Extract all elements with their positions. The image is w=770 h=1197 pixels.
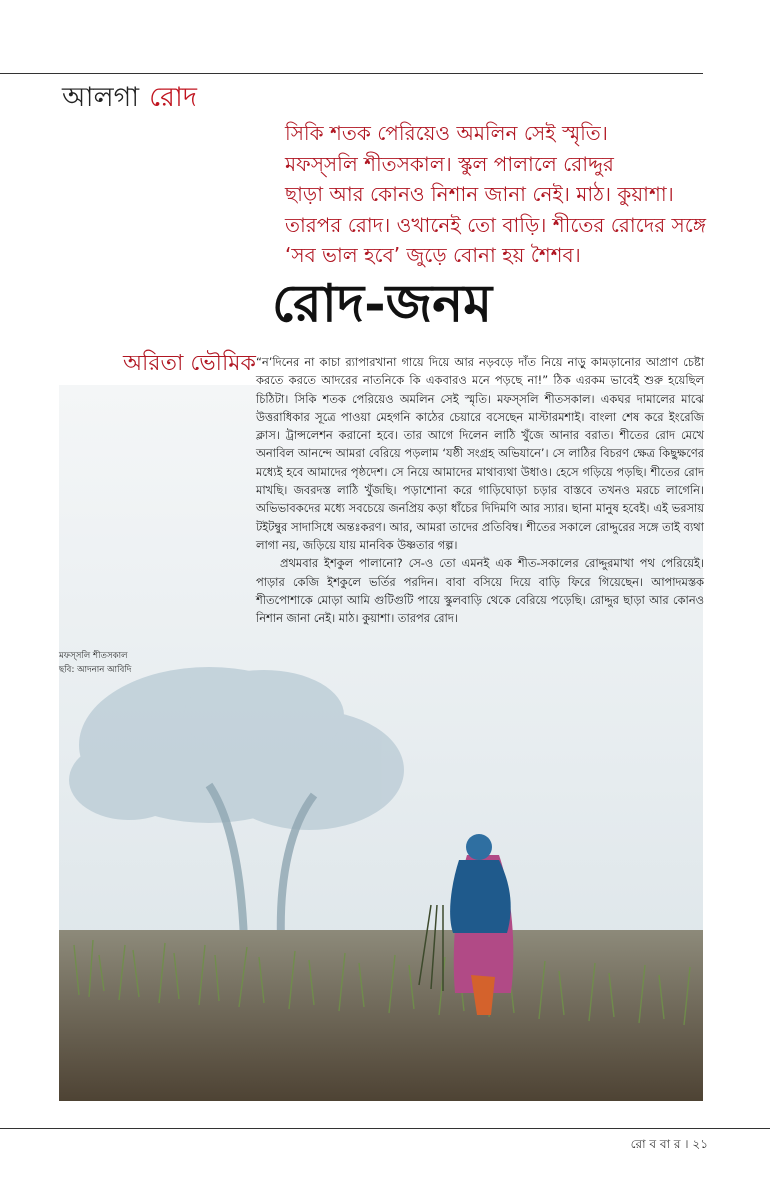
article-body <box>256 353 704 627</box>
byline: অরিতা ভৌমিক <box>123 351 256 376</box>
body-paragraph: প্রথমবার ইশকুল পালানো? সে-ও তো এমনই এক শীত-সকালের রোদ্দুরমাখা পথ পেরিয়েই। পাড়ার কেজি ইশকুলে ভর্তির পরদিন। বাবা বসিয়ে দিয়ে বাড়ি ফিরে গিয়েছেন। আপাদমস্তক শীতপোশাকে মোড়া আমি গুটিগুটি পায়ে স্কুলবাড়ি থেকে বেরিয়ে পড়েছি। রোদ্দুর ছাড়া আর কোনও নিশান জানা নেই। মাঠ। কুয়াশা। তারপর রোদ। <box>256 556 704 626</box>
body-paragraph: “ন’দিনের না কাচা র‍্যাপারখানা গায়ে দিয়ে আর নড়বড়ে দাঁত নিয়ে নাড়ু কামড়ানোর আপ্রাণ চেষ্টা করতে করতে আদরের নাতনিকে কি একবারও মনে পড়ছে না!” ঠিক এরকম ভাবেই শুরু হয়েছিল চিঠিটা। সিকি শতক পেরিয়েও অমলিন সেই স্মৃতি। মফস্সলি শীতসকাল। একঘর দামালের মাঝে উত্তরাধিকার সূত্রে পাওয়া মেহগনি কাঠের চেয়ারে বসেছেন মাস্টারমশাই। বাংলা শেষ করে ইংরেজি ক্লাস। ট্রান্সলেশন করানো হবে। তার আগে দিলেন লাঠি খুঁজে আনার বরাত। শীতের রোদ মেখে অনাবিল আনন্দে আমরা বেরিয়ে পড়লাম ‘যষ্ঠী সংগ্রহ অভিযানে’। সে লাঠির বিচরণ ক্ষেত্র কিছুক্ষণের মধ্যেই হবে আমাদের পৃষ্ঠদেশ। সে নিয়ে আমাদের মাথাব্যথা উধাও। হেসে গড়িয়ে পড়ছি। শীতের রোদ মাখছি। জবরদস্ত লাঠি খুঁজছি। পড়াশোনা করে গাড়িঘোড়া চড়ার বাস্তবে তখনও মরচে লাগেনি। অভিভাবকদের মধ্যে সবচেয়ে জনপ্রিয় কড়া ধাঁচের দিদিমণি আর স্যার। ছানা মানুষ হবেই। এই ভরসায় টইটম্বুর সাদাসিধে অন্তঃকরণ। আর, আমরা তাদের প্রতিবিম্ব। শীতের সকালে রোদ্দুরের সঙ্গে তাই ব্যথা লাগা নয়, জড়িয়ে যায় মানবিক উষ্ণতার গল্প। <box>256 355 704 552</box>
deck-line: মফস্সলি শীতসকাল। স্কুল পালালে রোদ্দুর <box>285 151 614 176</box>
deck-line: তারপর রোদ। ওখানেই তো বাড়ি। শীতের রোদের সঙ্গে <box>285 212 707 237</box>
top-rule <box>0 73 703 74</box>
photo-caption <box>59 650 131 677</box>
caption-credit: ছবি: আদনান আবিদি <box>59 664 132 675</box>
page-folio: রো ব বা র । ২১ <box>630 1137 708 1151</box>
section-label-part1: আলগা <box>62 82 140 113</box>
deck-line: ‘সব ভাল হবে’ জুড়ে বোনা হয় শৈশব। <box>285 243 581 267</box>
section-label <box>62 80 197 116</box>
deck-line: সিকি শতক পেরিয়েও অমলিন সেই স্মৃতি। <box>285 121 608 145</box>
deck <box>285 118 705 271</box>
caption-title: মফস্সলি শীতসকাল <box>59 651 128 661</box>
deck-line: ছাড়া আর কোনও নিশান জানা নেই। মাঠ। কুয়াশা। <box>285 182 674 206</box>
section-label-part2: রোদ <box>149 82 197 113</box>
headline: রোদ-জনম <box>272 273 493 334</box>
bottom-rule <box>0 1128 770 1129</box>
